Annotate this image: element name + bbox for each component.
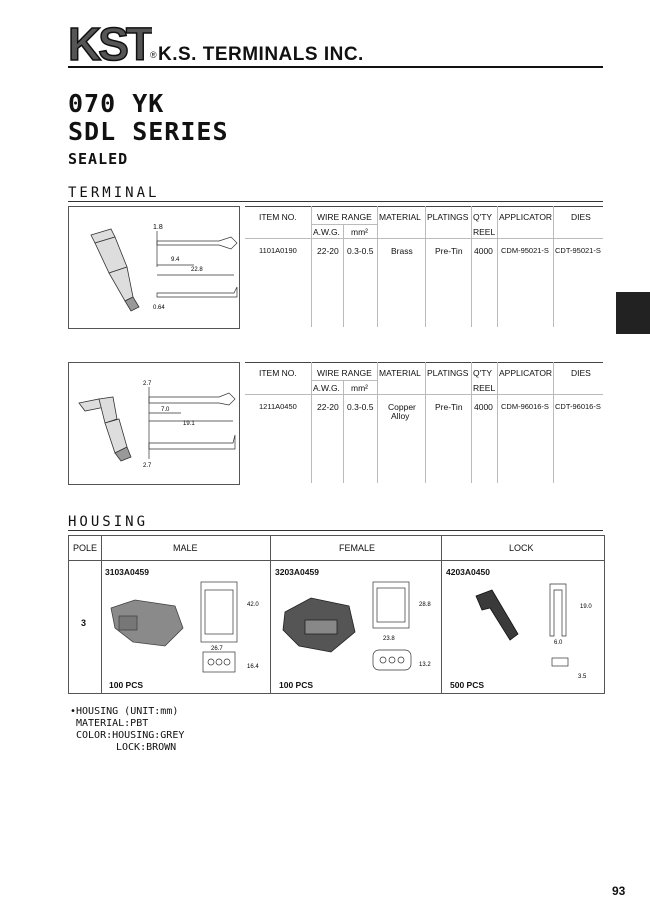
housing-section-label: HOUSING — [68, 514, 149, 530]
female-pcs: 100 PCS — [279, 680, 314, 690]
hdr-pole: POLE — [73, 543, 98, 553]
company-name: K.S. TERMINALS INC. — [158, 44, 364, 65]
title-line-1: 070 YK — [68, 89, 165, 118]
title-sealed: SEALED — [68, 150, 129, 168]
cell-awg: 22-20 — [317, 246, 339, 256]
hdr-reel: REEL — [473, 227, 496, 237]
hdr-applicator: APPLICATOR — [499, 212, 553, 222]
male-pcs: 100 PCS — [109, 680, 144, 690]
dim-2-4: 2.7 — [143, 463, 152, 469]
dim-1-4: 0.64 — [153, 305, 165, 311]
cell-material: Brass — [391, 246, 413, 256]
lock-pcs: 500 PCS — [450, 680, 485, 690]
logo-text: KST — [68, 20, 151, 66]
cell-qty: 4000 — [474, 246, 493, 256]
housing-table — [68, 535, 605, 694]
hdr-mm2: mm² — [351, 227, 368, 237]
lock-dim-a: 19.0 — [580, 604, 592, 610]
dim-1-3: 22.8 — [191, 267, 203, 273]
cell-mm2-2: 0.3-0.5 — [347, 402, 374, 412]
hdr-qty-2: Q'TY — [473, 368, 493, 378]
hdr-reel-2: REEL — [473, 383, 496, 393]
cell-platings: Pre-Tin — [435, 246, 463, 256]
cell-mm2: 0.3-0.5 — [347, 246, 374, 256]
male-dim-b: 26.7 — [211, 646, 223, 652]
lock-dim-b: 6.0 — [554, 640, 563, 646]
hdr-dies-2: DIES — [571, 368, 591, 378]
hdr-wire-range-2: WIRE RANGE — [317, 368, 372, 378]
cell-material-2: Copper — [388, 402, 416, 412]
note-line-1: •HOUSING (UNIT:mm) — [70, 706, 179, 717]
dim-2-3: 19.1 — [183, 421, 195, 427]
page-tab-marker — [616, 292, 650, 334]
pole-value: 3 — [81, 618, 87, 628]
kst-logo — [68, 20, 152, 66]
terminal-drawing-1 — [68, 206, 240, 329]
hdr-awg-2: A.W.G. — [313, 383, 340, 393]
terminal-table-1 — [245, 206, 603, 327]
hdr-dies: DIES — [571, 212, 591, 222]
hdr-male: MALE — [173, 543, 198, 553]
terminal-section-label: TERMINAL — [68, 185, 160, 201]
cell-material-2b: Alloy — [391, 411, 410, 421]
hdr-qty: Q'TY — [473, 212, 493, 222]
male-dim-a: 42.0 — [247, 602, 259, 608]
cell-applicator-2: CDM-96016-S — [501, 402, 549, 411]
terminal-table-2 — [245, 362, 603, 483]
cell-dies-2: CDT-96016-S — [555, 402, 601, 411]
registered-mark: ® — [150, 50, 157, 60]
dim-1-1: 1.8 — [153, 224, 163, 231]
housing-section-rule — [68, 530, 603, 531]
note-line-4: LOCK:BROWN — [116, 742, 177, 753]
female-dim-b: 23.8 — [383, 636, 395, 642]
title-line-2: SDL SERIES — [68, 117, 229, 146]
terminal-drawing-2 — [68, 362, 240, 485]
female-dim-a: 28.8 — [419, 602, 431, 608]
cell-applicator: CDM-95021-S — [501, 246, 549, 255]
note-line-2: MATERIAL:PBT — [76, 718, 149, 729]
terminal-2-diagram — [69, 363, 239, 484]
lock-part-no: 4203A0450 — [446, 567, 490, 577]
cell-awg-2: 22-20 — [317, 402, 339, 412]
header-rule — [68, 66, 603, 68]
hdr-mm2-2: mm² — [351, 383, 368, 393]
hdr-platings: PLATINGS — [427, 212, 469, 222]
terminal-1-diagram — [69, 207, 239, 328]
cell-item-no: 1101A0190 — [259, 246, 297, 255]
female-housing-diagram — [275, 576, 439, 680]
cell-qty-2: 4000 — [474, 402, 493, 412]
page-number: 93 — [612, 884, 626, 898]
terminal-section-rule — [68, 201, 603, 202]
hdr-platings-2: PLATINGS — [427, 368, 469, 378]
cell-platings-2: Pre-Tin — [435, 402, 463, 412]
lock-diagram — [446, 576, 602, 680]
hdr-awg: A.W.G. — [313, 227, 340, 237]
hdr-lock: LOCK — [509, 543, 534, 553]
female-part-no: 3203A0459 — [275, 567, 319, 577]
hdr-item-no: ITEM NO. — [259, 212, 297, 222]
hdr-female: FEMALE — [339, 543, 376, 553]
male-dim-c: 16.4 — [247, 664, 259, 670]
cell-item-no-2: 1211A0450 — [259, 402, 297, 411]
male-part-no: 3103A0459 — [105, 567, 149, 577]
dim-1-2: 9.4 — [171, 257, 180, 263]
cell-dies: CDT-95021-S — [555, 246, 601, 255]
hdr-applicator-2: APPLICATOR — [499, 368, 553, 378]
hdr-material-2: MATERIAL — [379, 368, 421, 378]
dim-2-2: 7.0 — [161, 407, 170, 413]
female-dim-c: 13.2 — [419, 662, 431, 668]
male-housing-diagram — [105, 576, 267, 680]
note-line-3: COLOR:HOUSING:GREY — [76, 730, 185, 741]
dim-2-1: 2.7 — [143, 381, 152, 387]
hdr-item-no-2: ITEM NO. — [259, 368, 297, 378]
hdr-material: MATERIAL — [379, 212, 421, 222]
lock-dim-c: 3.5 — [578, 674, 587, 680]
hdr-wire-range: WIRE RANGE — [317, 212, 372, 222]
